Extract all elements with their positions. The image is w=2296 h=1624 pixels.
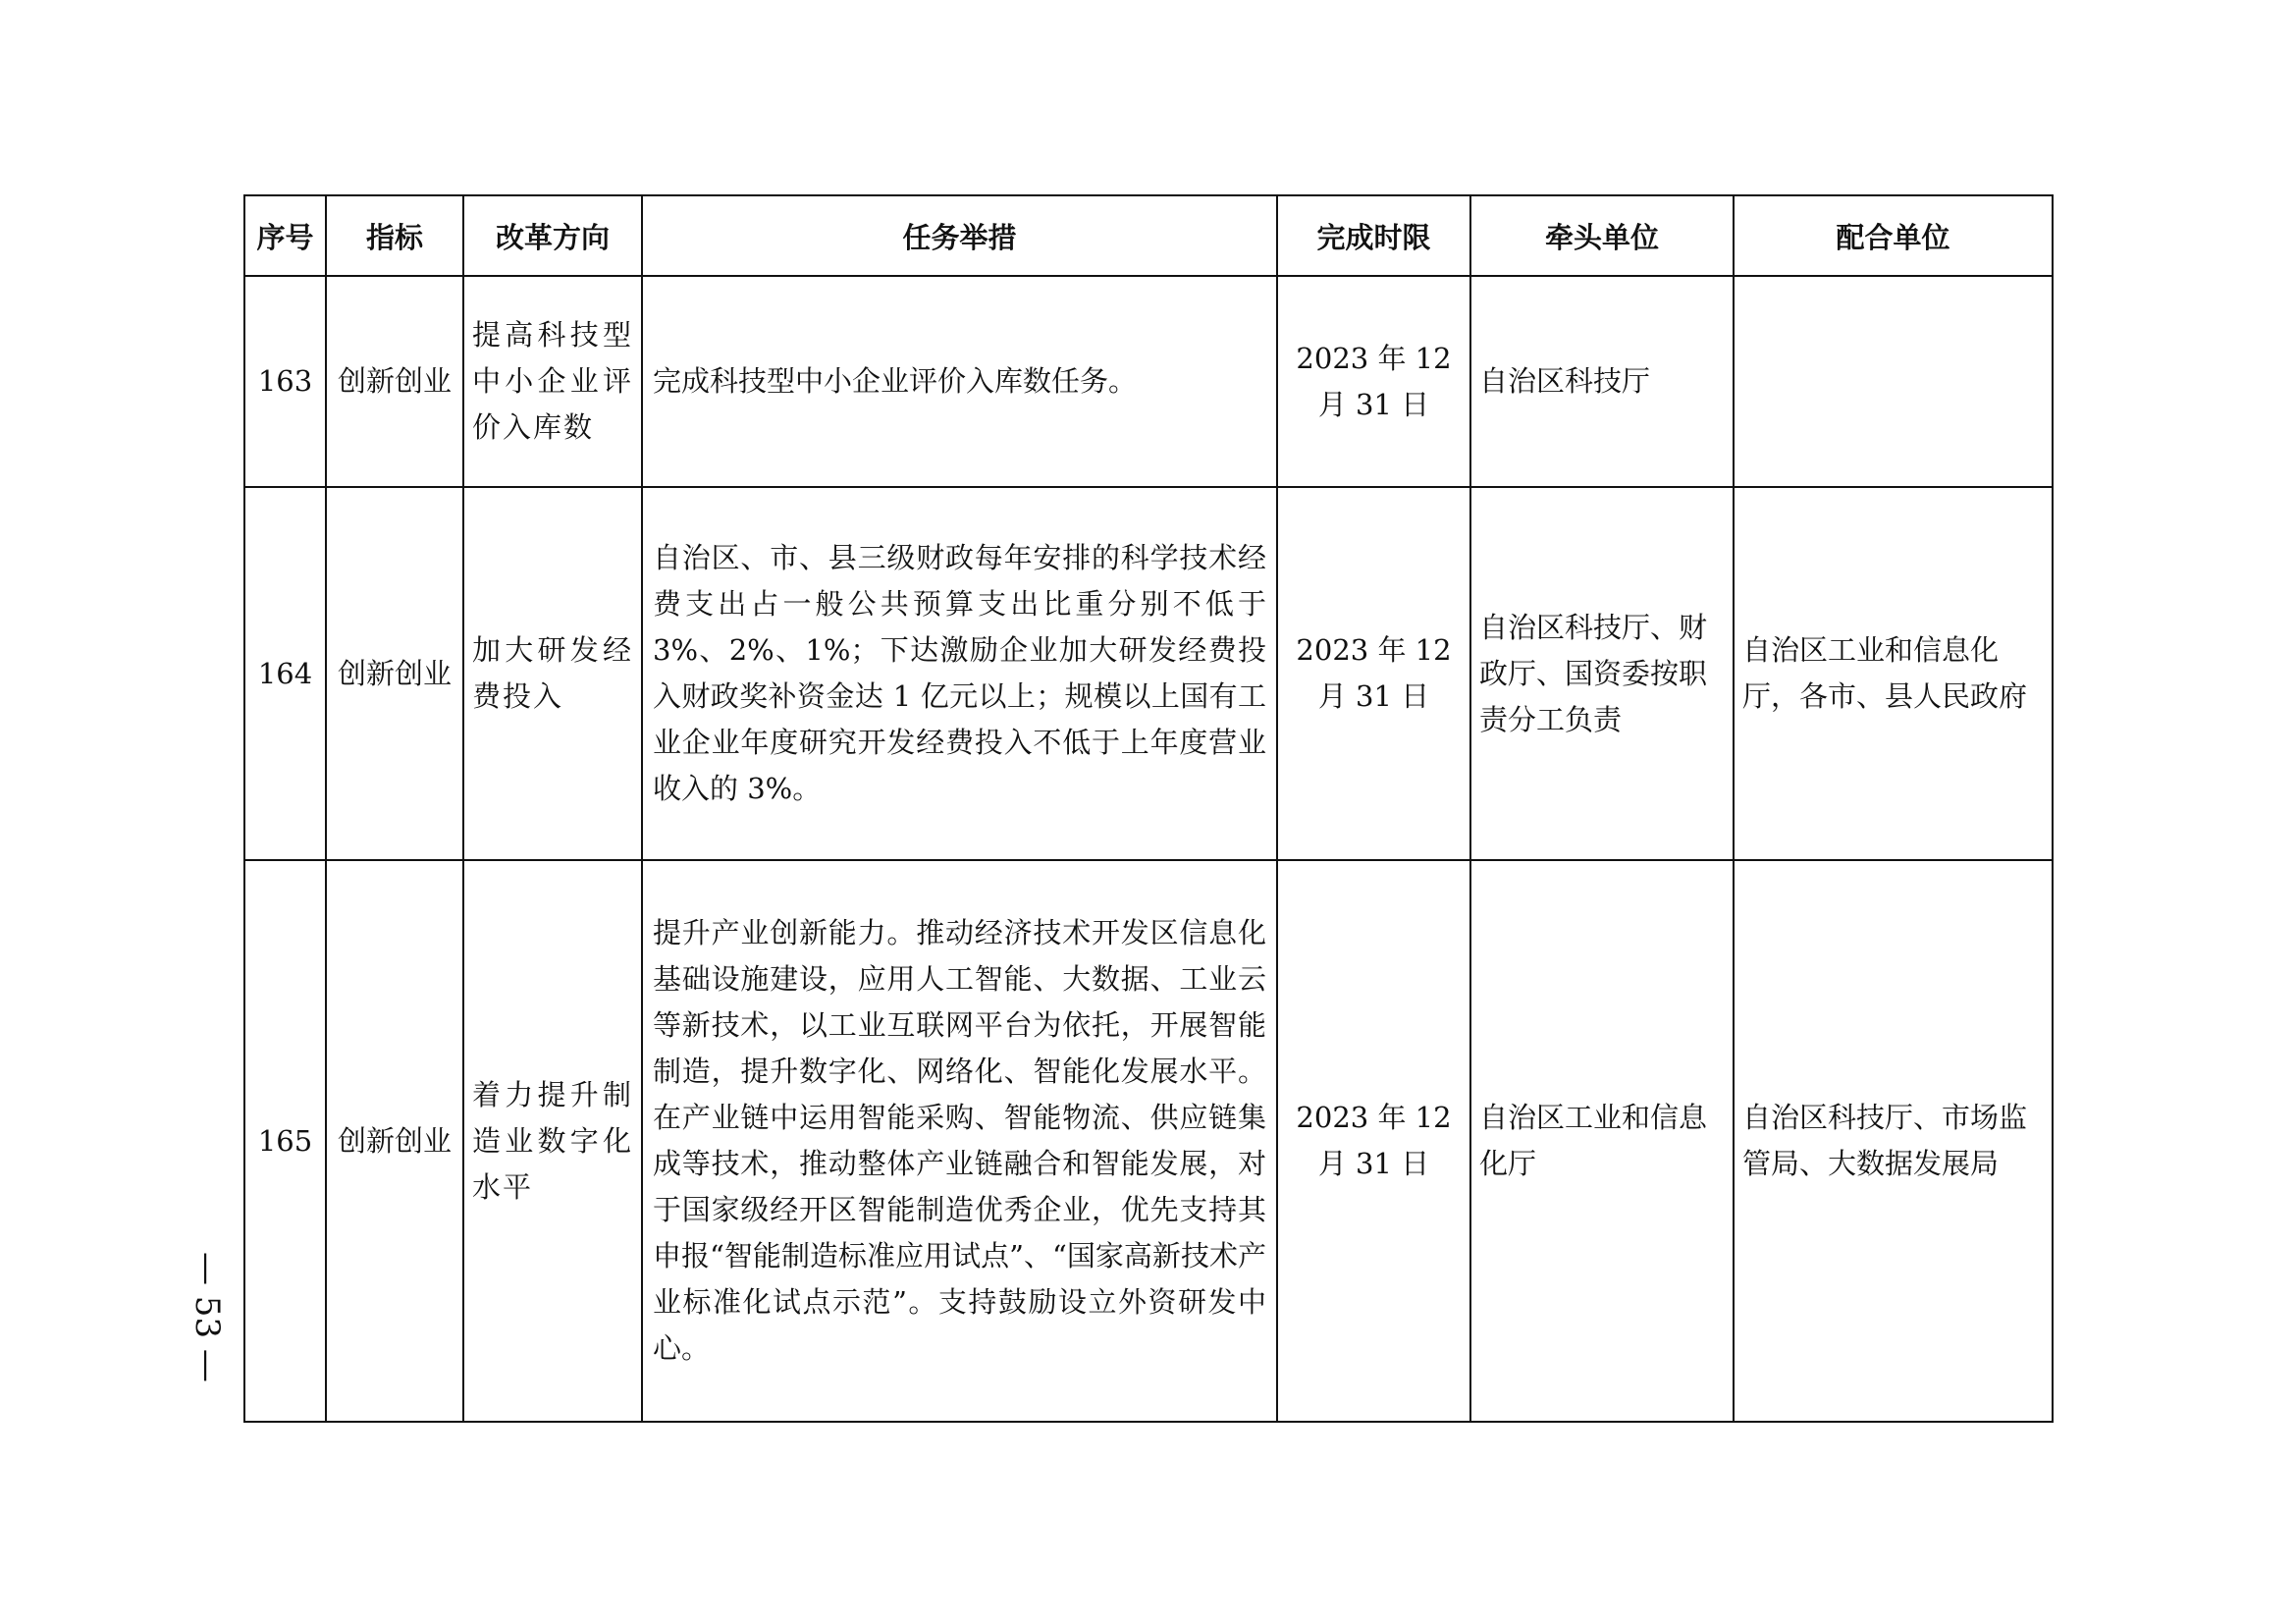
row-cooperating-unit xyxy=(1734,276,2053,487)
row-reform-direction: 加大研发经费投入 xyxy=(463,487,642,860)
table-header-row xyxy=(244,195,2053,276)
header-task-measures: 任务举措 xyxy=(642,195,1277,276)
row-indicator: 创新创业 xyxy=(326,487,463,860)
row-deadline: 2023 年 12 月 31 日 xyxy=(1277,860,1470,1422)
row-indicator: 创新创业 xyxy=(326,276,463,487)
row-reform-direction: 着力提升制造业数字化水平 xyxy=(463,860,642,1422)
row-deadline: 2023 年 12 月 31 日 xyxy=(1277,276,1470,487)
table-row xyxy=(244,276,2053,487)
row-task-measures: 完成科技型中小企业评价入库数任务。 xyxy=(642,276,1277,487)
header-lead-unit: 牵头单位 xyxy=(1470,195,1734,276)
task-table xyxy=(243,194,2054,1423)
header-deadline: 完成时限 xyxy=(1277,195,1470,276)
row-reform-direction: 提高科技型中小企业评价入库数 xyxy=(463,276,642,487)
row-cooperating-unit: 自治区科技厅、市场监管局、大数据发展局 xyxy=(1734,860,2053,1422)
row-deadline: 2023 年 12 月 31 日 xyxy=(1277,487,1470,860)
header-serial-no: 序号 xyxy=(244,195,326,276)
table-row xyxy=(244,860,2053,1422)
row-task-measures: 提升产业创新能力。推动经济技术开发区信息化基础设施建设，应用人工智能、大数据、工业云等新技术，以工业互联网平台为依托，开展智能制造，提升数字化、网络化、智能化发展水平。在产业链中运用智能采购、智能物流、供应链集成等技术，推动整体产业链融合和智能发展，对于国家级经开区智能制造优秀企业，优先支持其申报“智能制造标准应用试点”、“国家高新技术产业标准化试点示范”。支持鼓励设立外资研发中心。 xyxy=(642,860,1277,1422)
row-serial-no: 165 xyxy=(244,860,326,1422)
row-lead-unit: 自治区科技厅 xyxy=(1470,276,1734,487)
row-lead-unit: 自治区工业和信息化厅 xyxy=(1470,860,1734,1422)
table-row xyxy=(244,487,2053,860)
row-indicator: 创新创业 xyxy=(326,860,463,1422)
row-task-measures: 自治区、市、县三级财政每年安排的科学技术经费支出占一般公共预算支出比重分别不低于3%、2%、1%；下达激励企业加大研发经费投入财政奖补资金达 1 亿元以上；规模以上国有工业企业年度研究开发经费投入不低于上年度营业收入的 3%。 xyxy=(642,487,1277,860)
header-reform-direction: 改革方向 xyxy=(463,195,642,276)
header-cooperating-unit: 配合单位 xyxy=(1734,195,2053,276)
row-cooperating-unit: 自治区工业和信息化厅，各市、县人民政府 xyxy=(1734,487,2053,860)
row-serial-no: 163 xyxy=(244,276,326,487)
page-number: — 53 — xyxy=(187,1252,227,1382)
row-serial-no: 164 xyxy=(244,487,326,860)
row-lead-unit: 自治区科技厅、财政厅、国资委按职责分工负责 xyxy=(1470,487,1734,860)
header-indicator: 指标 xyxy=(326,195,463,276)
